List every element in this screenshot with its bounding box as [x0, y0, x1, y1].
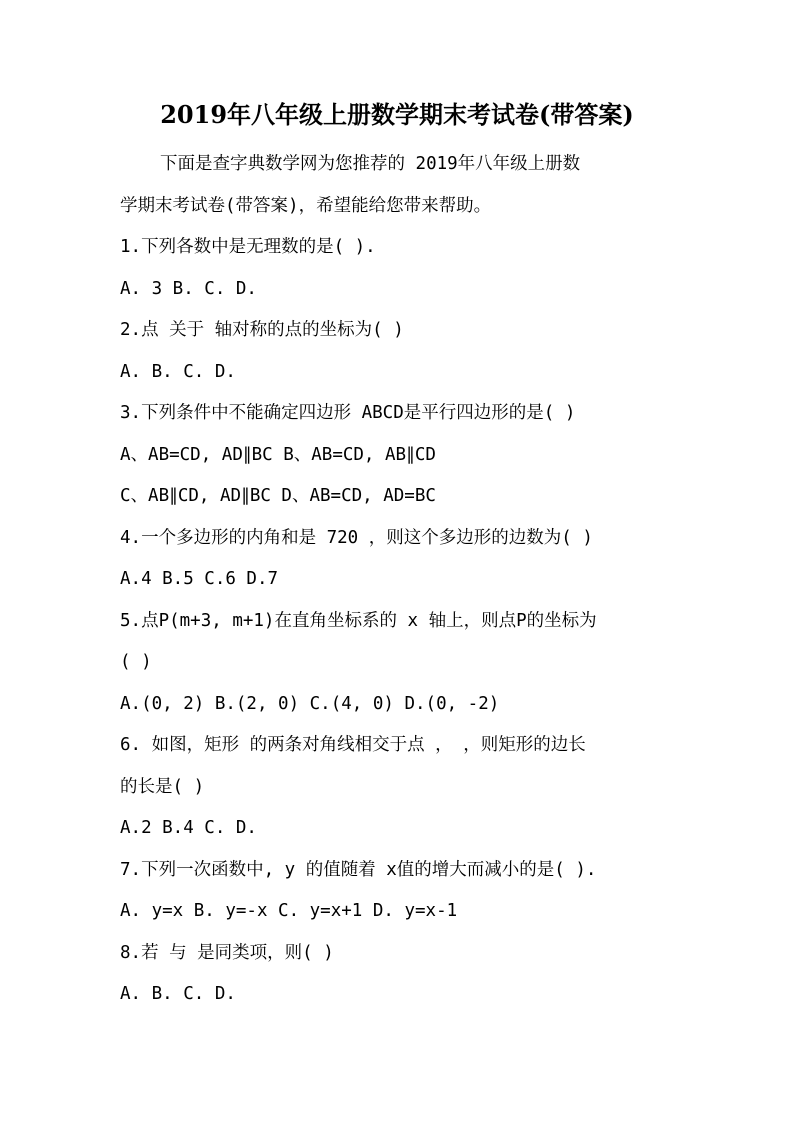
document-body: [120, 144, 680, 1016]
question-1-options: A. 3 B. C. D.: [120, 278, 257, 299]
question-3-options-cd: C、AB∥CD, AD∥BC D、AB=CD, AD=BC: [120, 486, 436, 506]
question-7: 7.下列一次函数中, y 的值随着 x值的增大而减小的是( ).: [120, 859, 597, 880]
document-title: 2019年八年级上册数学期末考试卷(带答案): [160, 100, 634, 129]
question-2-options: A. B. C. D.: [120, 361, 236, 382]
question-1: 1.下列各数中是无理数的是( ).: [120, 237, 376, 257]
question-8-options: A. B. C. D.: [120, 984, 236, 1004]
question-2: 2.点 关于 轴对称的点的坐标为( ): [120, 320, 404, 340]
question-6: 6. 如图，矩形 的两条对角线相交于点 ， ，则矩形的边长: [120, 735, 586, 755]
question-6-options: A.2 B.4 C. D.: [120, 818, 257, 838]
question-3-options-ab: A、AB=CD, AD∥BC B、AB=CD, AB∥CD: [120, 444, 436, 465]
question-5-options: A.(0, 2) B.(2, 0) C.(4, 0) D.(0, -2): [120, 693, 500, 714]
question-5-continued: ( ): [120, 652, 152, 672]
question-7-options: A. y=x B. y=-x C. y=x+1 D. y=x-1: [120, 901, 458, 921]
question-3: 3.下列条件中不能确定四边形 ABCD是平行四边形的是( ): [120, 403, 576, 423]
question-4-options: A.4 B.5 C.6 D.7: [120, 569, 279, 589]
intro-line-1: 下面是查字典数学网为您推荐的 2019年八年级上册数: [160, 154, 581, 174]
intro-line-2: 学期末考试卷(带答案)，希望能给您带来帮助。: [120, 195, 492, 216]
question-5: 5.点P(m+3, m+1)在直角坐标系的 x 轴上，则点P的坐标为: [120, 610, 597, 631]
question-4: 4.一个多边形的内角和是 720 ，则这个多边形的边数为( ): [120, 527, 593, 548]
question-6-continued: 的长是( ): [120, 776, 205, 797]
question-8: 8.若 与 是同类项，则( ): [120, 942, 334, 963]
